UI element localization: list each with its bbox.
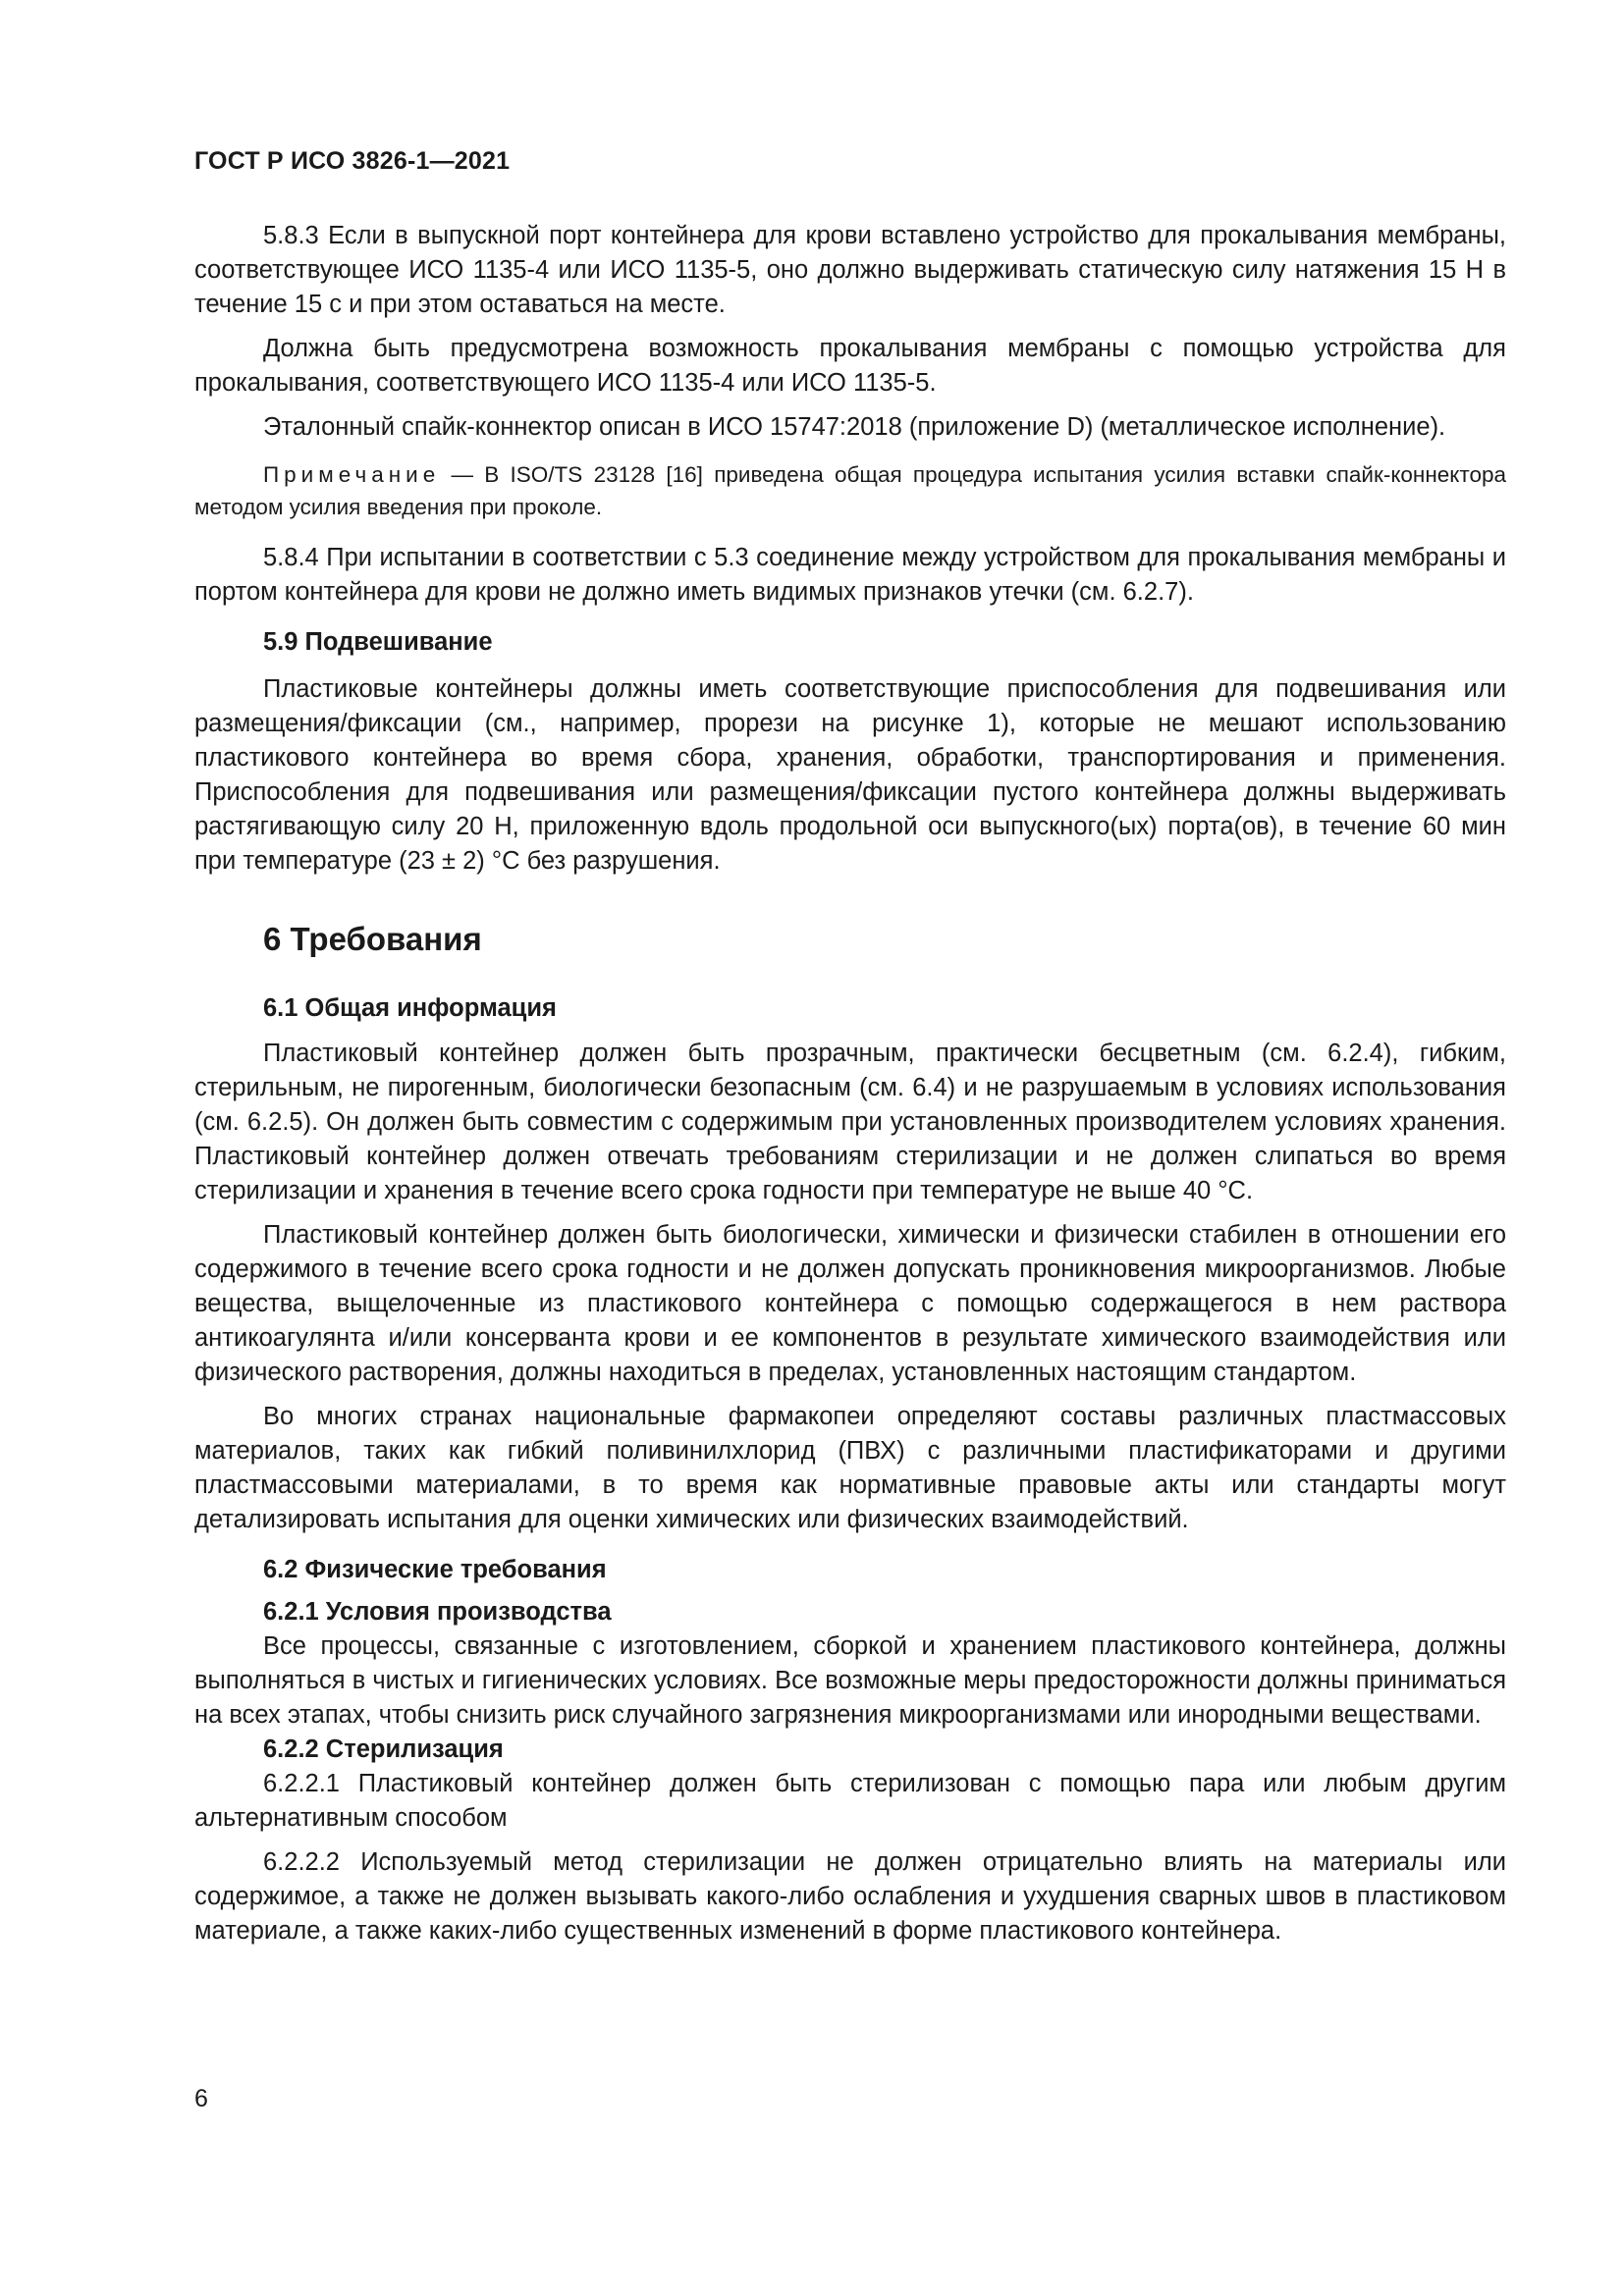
paragraph-6-2-2-1: 6.2.2.1 Пластиковый контейнер должен быть стерилизован с помощью пара или любым другим альтернативным способом bbox=[194, 1770, 1506, 1832]
paragraph-6-2-1: Все процессы, связанные с изготовлением, сборкой и хранением пластикового контейнера, должны выполняться в чистых и гигиенических условиях. Все возможные меры предосторожности должны приниматься на всех этапах, чтобы снизить риск случайного загрязнения микроорганизмами или инородными веществами. bbox=[194, 1632, 1506, 1729]
paragraph-5-8-3-reference: Эталонный спайк-коннектор описан в ИСО 15747:2018 (приложение D) (металлическое исполнение). bbox=[263, 413, 1446, 441]
paragraph-6-1-pharmacopoeia: Во многих странах национальные фармакопеи определяют составы различных пластмассовых материалов, таких как гибкий поливинилхлорид (ПВХ) с различными пластификаторами и другими пластмассовыми материалами, в то время как нормативные правовые акты или стандарты могут детализировать испытания для оценки химических или физических взаимодействий. bbox=[194, 1403, 1506, 1533]
heading-6-2-1: 6.2.1 Условия производства bbox=[263, 1598, 612, 1626]
heading-5-9: 5.9 Подвешивание bbox=[263, 628, 493, 656]
paragraph-5-8-3-piercing: Должна быть предусмотрена возможность прокалывания мембраны с помощью устройства для прокалывания, соответствующего ИСО 1135-4 или ИСО 1135-5. bbox=[194, 335, 1506, 397]
heading-6-2-2: 6.2.2 Стерилизация bbox=[263, 1735, 504, 1763]
page-number: 6 bbox=[194, 2085, 208, 2112]
paragraph-6-2-2-2: 6.2.2.2 Используемый метод стерилизации не должен отрицательно влиять на материалы или содержимое, а также не должен вызывать какого-либо ослабления и ухудшения сварных швов в пластиковом материале, а также каких-либо существенных изменений в форме пластикового контейнера. bbox=[194, 1848, 1506, 1945]
heading-6-1: 6.1 Общая информация bbox=[263, 994, 557, 1022]
paragraph-5-8-4: 5.8.4 При испытании в соответствии с 5.3 соединение между устройством для прокалывания мембраны и портом контейнера для крови не должно иметь видимых признаков утечки (см. 6.2.7). bbox=[194, 544, 1506, 606]
note-label: Примечание bbox=[263, 462, 441, 487]
paragraph-6-1-general: Пластиковый контейнер должен быть прозрачным, практически бесцветным (см. 6.2.4), гибким, стерильным, не пирогенным, биологически безопасным (см. 6.4) и не разрушаемым в условиях использования (см. 6.2.5). Он должен быть совместим с содержимым при установленных производителем условиях хранения. Пластиковый контейнер должен отвечать требованиям стерилизации и не должен слипаться во время стерилизации и хранения в течение всего срока годности при температуре не выше 40 °С. bbox=[194, 1040, 1506, 1204]
heading-6-2: 6.2 Физические требования bbox=[263, 1556, 607, 1583]
paragraph-5-9: Пластиковые контейнеры должны иметь соответствующие приспособления для подвешивания или размещения/фиксации (см., например, прорези на рисунке 1), которые не мешают использованию пластикового контейнера во время сбора, хранения, обработки, транспортирования и применения. Приспособления для подвешивания или размещения/фиксации пустого контейнера должны выдерживать растягивающую силу 20 Н, приложенную вдоль продольной оси выпускного(ых) порта(ов), в течение 60 мин при температуре (23 ± 2) °С без разрушения. bbox=[194, 675, 1506, 875]
paragraph-5-8-3: 5.8.3 Если в выпускной порт контейнера для крови вставлено устройство для прокалывания мембраны, соответствующее ИСО 1135-4 или ИСО 1135-5, оно должно выдерживать статическую силу натяжения 15 Н в течение 15 с и при этом оставаться на месте. bbox=[194, 222, 1506, 318]
note-text: — В ISO/TS 23128 [16] приведена общая процедура испытания усилия вставки спайк-коннектора методом усилия введения при проколе. bbox=[194, 462, 1506, 519]
note bbox=[194, 458, 1506, 523]
document-page bbox=[194, 147, 1506, 1949]
heading-6: 6 Требования bbox=[263, 921, 482, 957]
paragraph-6-1-stability: Пластиковый контейнер должен быть биологически, химически и физически стабилен в отношении его содержимого в течение всего срока годности и не должен допускать проникновения микроорганизмов. Любые вещества, выщелоченные из пластикового контейнера с помощью содержащегося в нем раствора антикоагулянта и/или консерванта крови и ее компонентов в результате химического взаимодействия или физического растворения, должны находиться в пределах, установленных настоящим стандартом. bbox=[194, 1221, 1506, 1386]
document-header: ГОСТ Р ИСО 3826-1—2021 bbox=[194, 147, 511, 175]
